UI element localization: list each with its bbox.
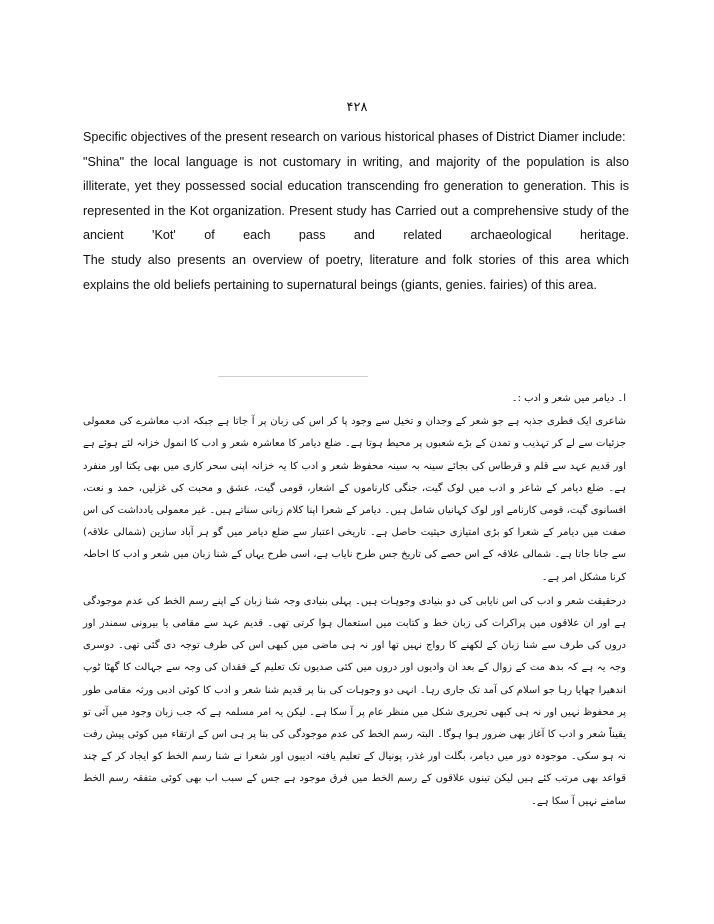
section-divider <box>218 376 368 377</box>
urdu-heading: ا۔ دیامر میں شعر و ادب :۔ <box>511 393 626 404</box>
objectives-intro: Specific objectives of the present research on various historical phases of District Diamer include: <box>83 130 626 144</box>
urdu-paragraph-reasons: درحقیقت شعر و ادب کی اس نایابی کی دو بنیادی وجوہات ہیں۔ پہلی بنیادی وجہ شنا زبان کے اپنے رسم الخط کی عدم موجودگی ہے اور ان علاقوں میں پراکرات کی زبان خط و کتابت میں استعمال ہوا کرتی تھی۔ قدیم عہد سے مقامی یا بیرونی سمندر اور دروں کی طرف سے شنا زبان کے لکھنے کا رواج نہیں تھا اور نہ ہی ماضی میں کبھی اس کی طرف توجہ دی گئی تھی۔ دوسری وجہ یہ ہے کہ بدھ مت کے زوال کے بعد ان وادیوں اور دروں میں کئی صدیوں تک تعلیم کے فقدان کی وجہ سے جہالت کا گھٹا ٹوپ اندھیرا چھایا رہا جو اسلام کی آمد تک جاری رہا۔ انہی دو وجوہات کی بنا پر قدیم شنا شعر و ادب کا کوئی ادبی ورثہ مقامی طور پر محفوظ نہیں اور نہ ہی کبھی تحریری شکل میں منظر عام پر آ سکا ہے۔ لیکن یہ امر مسلمہ ہے کہ جب زبان وجود میں آئی تو یقیناً شعر و ادب کا آغاز بھی ضرور ہوا ہوگا۔ البتہ رسم الخط کی عدم موجودگی کی بنا پر ہی اس کے ارتقاء میں کوئی پیش رفت نہ ہو سکی۔ موجودہ دور میں دیامر، بگلت اور غذر، پونیال کے تعلیم یافتہ ادیبوں اور شعرا نے شنا رسم الخط کو ایجاد کر کے چند قواعد بھی مرتب کئے ہیں لیکن تینوں علاقوں کے رسم الخط میں فرق موجود ہے جس کے سبب اب بھی کوئی متفقہ رسم الخط سامنے نہیں آ سکا ہے۔ <box>83 595 626 807</box>
urdu-section <box>83 388 626 815</box>
page-number: ۴۲۸ <box>346 100 368 115</box>
english-summary <box>83 125 629 297</box>
english-paragraph-shina: "Shina" the local language is not customary in writing, and majority of the population is also illiterate, yet they possessed social education transcending fro generation to generation. This is represented in the Kot organization. Present study has Carried out a comprehensive study of the ancient 'Kot' of each pass and related archaeological heritage. <box>83 154 629 243</box>
urdu-paragraph-poetry: شاعری ایک فطری جذبہ ہے جو شعر کے وجدان و تخیل سے وجود پا کر اس کی زبان پر آ جاتا ہے جبکہ ادب معاشرے کی معمولی جزئیات سے لے کر تہذیب و تمدن کے بڑے شعبوں پر محیط ہوتا ہے۔ ضلع دیامر کا معاشرہ شعر و ادب کا انمول خزانہ لئے ہوئے ہے اور قدیم عہد سے قلم و قرطاس کی بجائے سینہ بہ سینہ محفوظ شعر و ادب کا یہ خزانہ اپنی سحر کاری میں بھی یکتا اور منفرد ہے۔ ضلع دیامر کے شاعر و ادب میں لوک گیت، جنگی کارناموں کے اشعار، قومی گیت، عشق و محبت کی غزلیں، حمد و نعت، افسانوی گیت، قومی کارنامے اور لوک کہانیاں شامل ہیں۔ دیامر کے شعرا اپنا کلام زبانی سناتے ہیں۔ غیر معمولی یادداشت کی اس صفت میں دیامر کے شعرا کو بڑی امتیازی حیثیت حاصل ہے۔ تاریخی اعتبار سے ضلع دیامر میں گو ہر آباد سازین (شمالی علاقہ) سے جانا جاتا ہے۔ شمالی علاقہ کے اس حصے کی تاریخ جس طرح نایاب ہے، اسی طرح یہاں کے شنا زبان میں شعر و ادب کا احاطہ کرنا مشکل امر ہے۔ <box>83 416 626 583</box>
english-paragraph-poetry: The study also presents an overview of poetry, literature and folk stories of this area which explains the old beliefs pertaining to supernatural beings (giants, genies. fairies) of this area. <box>83 252 629 292</box>
